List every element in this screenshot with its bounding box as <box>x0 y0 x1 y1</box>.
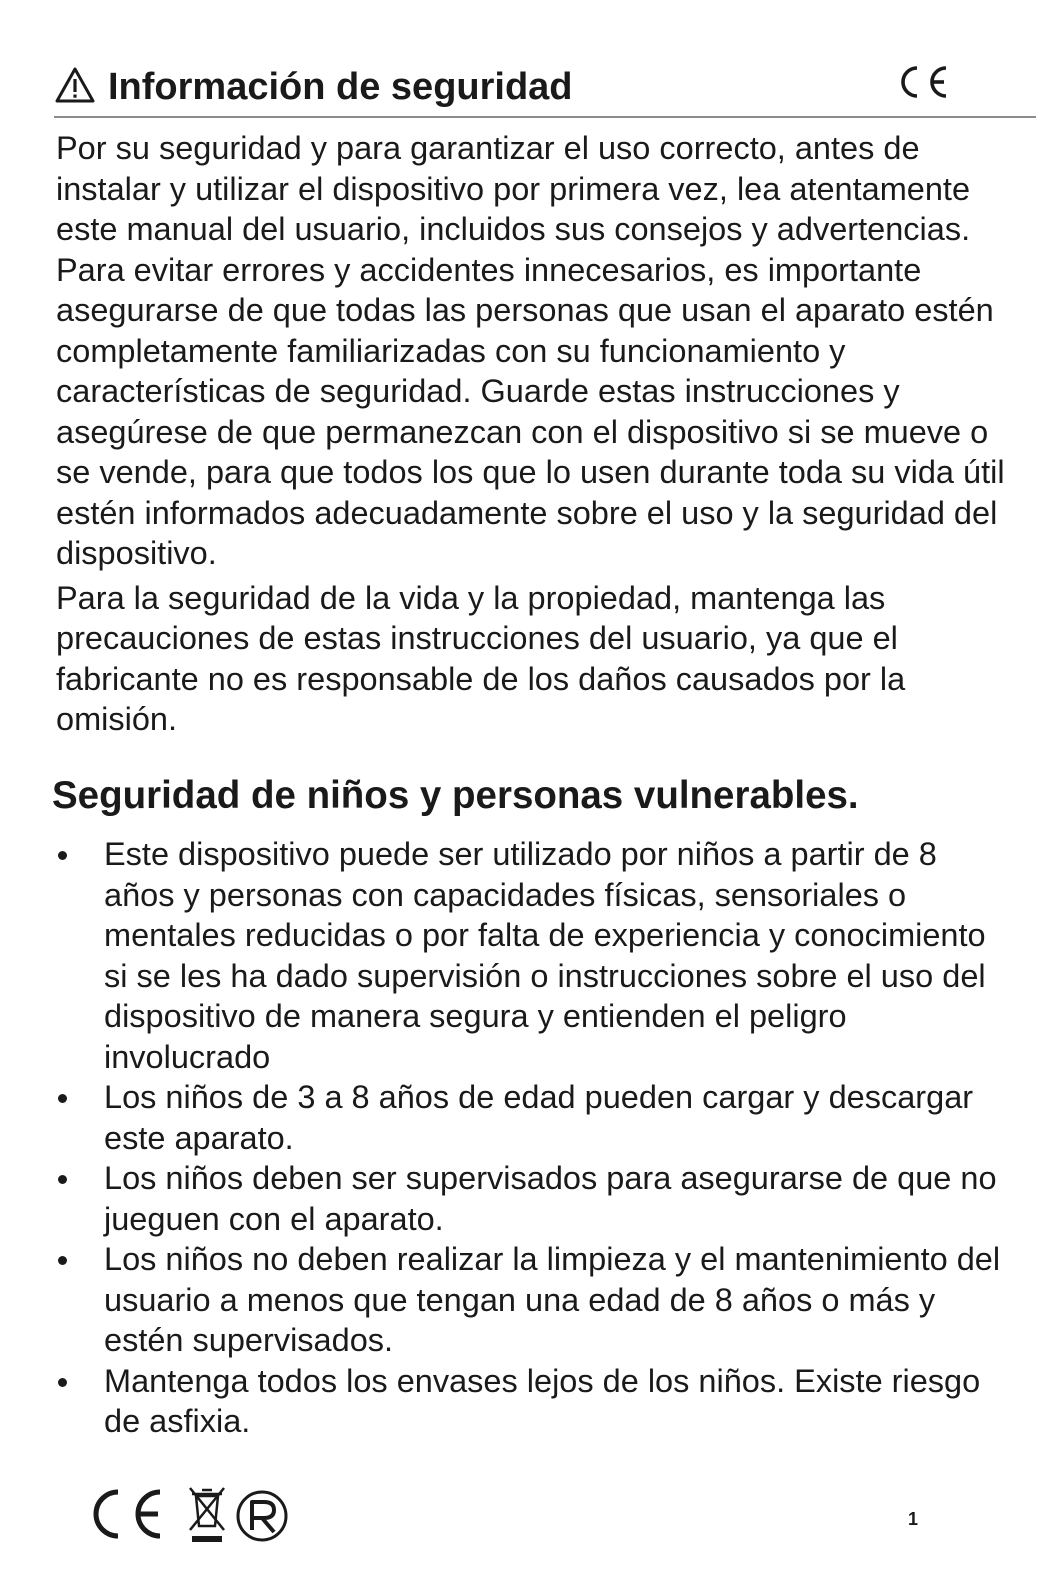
list-item <box>0 1239 1016 1361</box>
certification-marks <box>86 1478 316 1550</box>
bullet-icon <box>58 1256 67 1265</box>
intro-paragraph: Para la seguridad de la vida y la propiedad, mantenga las precauciones de estas instrucciones del usuario, ya que el fabricante no es responsable de los daños causados por la omisión. <box>56 579 906 737</box>
list-item-text: Mantenga todos los envases lejos de los niños. Existe riesgo de asfixia. <box>104 1362 981 1439</box>
bullet-icon <box>58 1175 67 1184</box>
ce-mark-icon <box>96 1492 160 1536</box>
registered-r-icon <box>238 1492 286 1540</box>
header-divider <box>54 116 1036 118</box>
page-number: 1 <box>908 1509 919 1529</box>
list-item <box>0 1158 1016 1239</box>
ce-mark-icon <box>894 62 952 102</box>
intro-paragraph: Por su seguridad y para garantizar el uso correcto, antes de instalar y utilizar el dispositivo por primera vez, lea atentamente este manual del usuario, incluidos sus consejos y advertencias. Para evitar errores y accidentes innecesarios, es importante asegurarse de que todas las personas que usan el aparato estén completamente familiarizadas con su funcionamiento y características de seguridad. Guarde estas instrucciones y asegúrese de que permanezcan con el dispositivo si se mueve o se vende, para que todos los que lo usen durante toda su vida útil estén informados adecuadamente sobre el uso y la seguridad del dispositivo. <box>56 130 1005 571</box>
weee-crossed-bin-icon <box>190 1488 224 1542</box>
list-item-text: Los niños de 3 a 8 años de edad pueden cargar y descargar este aparato. <box>104 1079 974 1156</box>
list-item <box>0 834 1016 1077</box>
list-item-text: Los niños deben ser supervisados para asegurarse de que no jueguen con el aparato. <box>104 1160 997 1237</box>
intro-text <box>56 128 1026 740</box>
safety-bullet-list <box>0 834 1050 1442</box>
list-item-text: Este dispositivo puede ser utilizado por niños a partir de 8 años y personas con capacidades físicas, sensoriales o mentales reducidas o por falta de experiencia y conocimiento si se les ha dado supervisión o instrucciones sobre el uso del dispositivo de manera segura y entienden el peligro involucrado <box>104 836 986 1075</box>
page-title: Información de seguridad <box>108 66 573 108</box>
list-item <box>0 1077 1016 1158</box>
bullet-icon <box>58 1094 67 1103</box>
bullet-icon <box>58 851 67 860</box>
list-item <box>0 1361 1016 1442</box>
page-header <box>54 62 1036 114</box>
bullet-icon <box>58 1378 67 1387</box>
list-item-text: Los niños no deben realizar la limpieza y el mantenimiento del usuario a menos que tengan una edad de 8 años o más y estén supervisados. <box>104 1241 1001 1358</box>
section-heading: Seguridad de niños y personas vulnerables. <box>52 774 859 817</box>
warning-triangle-icon <box>54 66 96 104</box>
